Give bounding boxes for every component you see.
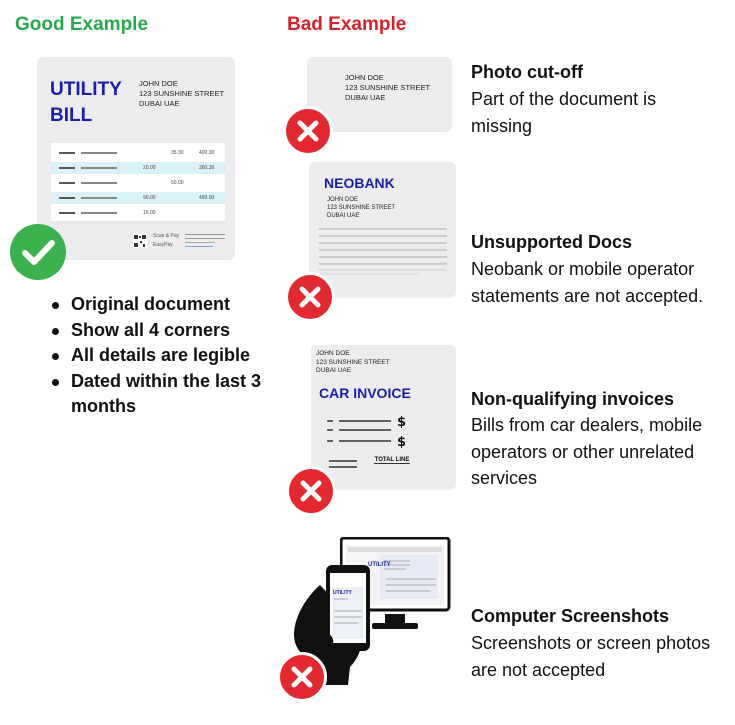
address-line: DUBAI UAE [316, 367, 352, 374]
table-row [51, 147, 225, 159]
bill-value: 20.00 [143, 165, 156, 171]
address-line: 123 SUNSHINE STREET [345, 83, 431, 92]
svg-text:$: $ [397, 435, 407, 450]
address-line: JOHN DOE [327, 197, 359, 203]
criteria-list [49, 292, 279, 420]
address-line: 123 SUNSHINE STREET [139, 89, 225, 98]
reject-x-icon [285, 272, 335, 322]
svg-text:$: $ [397, 415, 407, 430]
address-line: 123 SUNSHINE STREET [327, 205, 396, 211]
address-line: DUBAI UAE [327, 213, 360, 219]
fine-print [185, 234, 225, 247]
good-example-heading: Good Example [15, 14, 149, 35]
screen-bill-title: UTILITY [368, 562, 391, 568]
bad-item-title: Unsupported Docs [471, 232, 633, 252]
total-line-label: TOTAL LINE [374, 457, 410, 463]
address-line: JOHN DOE [316, 350, 350, 357]
utility-bill-title-line1: UTILITY [50, 79, 122, 100]
bill-value: 15.00 [143, 210, 156, 216]
bill-value: 360.30 [199, 165, 215, 171]
phone-bill-title: UTILITY [333, 590, 352, 596]
bad-example-heading: Bad Example [287, 14, 407, 35]
address-line: DUBAI UAE [139, 99, 180, 108]
neobank-address [327, 196, 395, 220]
utility-bill-table [51, 143, 225, 221]
criteria-item: Original document [49, 292, 279, 318]
invoice-footer-lines [329, 459, 361, 473]
table-row [51, 192, 225, 204]
reject-x-icon [286, 466, 336, 516]
payment-labels [153, 232, 179, 250]
bad-item-title: Photo cut-off [471, 62, 583, 82]
bad-item-description: Bills from car dealers, mobile operators or other unrelated services [471, 415, 703, 488]
bad-item-description: Neobank or mobile operator statements are not accepted. [471, 259, 704, 306]
statement-table [319, 226, 447, 278]
utility-bill-address [139, 79, 224, 109]
checkmark-icon [10, 224, 66, 280]
bill-value: 35.30 [171, 150, 184, 156]
invoice-lines [327, 413, 411, 453]
utility-bill-title [50, 77, 122, 129]
criteria-item: All details are legible [49, 343, 279, 369]
utility-bill-title-line2: BILL [50, 105, 93, 126]
bad-item-title: Computer Screenshots [471, 606, 670, 626]
reject-x-icon [277, 652, 327, 702]
reject-x-icon [283, 106, 333, 156]
address-line: DUBAI UAE [345, 93, 386, 102]
bill-value: 90.00 [143, 195, 156, 201]
bad-item-title: Non-qualifying invoices [471, 389, 675, 409]
easypay-label: EasyPay [153, 242, 173, 248]
bill-value: 50.00 [171, 180, 184, 186]
car-invoice-address [316, 350, 390, 376]
car-invoice-title: CAR INVOICE [319, 385, 411, 401]
criteria-item: Dated within the last 3 months [49, 369, 279, 420]
bad-item-description: Screenshots or screen photos are not accepted [471, 633, 711, 680]
qr-code-icon [133, 234, 147, 248]
neobank-title: NEOBANK [324, 175, 395, 191]
table-row [51, 162, 225, 174]
bill-value: 400.30 [199, 150, 215, 156]
bill-value: 490.00 [199, 195, 215, 201]
cutoff-address [345, 73, 430, 103]
address-line: JOHN DOE [345, 73, 384, 82]
table-row [51, 207, 225, 219]
scan-pay-label: Scan & Pay [153, 233, 180, 239]
address-line: JOHN DOE [139, 79, 178, 88]
criteria-item: Show all 4 corners [49, 318, 279, 344]
table-row [51, 177, 225, 189]
address-line: 123 SUNSHINE STREET [316, 358, 390, 366]
utility-bill-card [37, 57, 235, 260]
bad-item-description: Part of the document is missing [471, 89, 657, 136]
